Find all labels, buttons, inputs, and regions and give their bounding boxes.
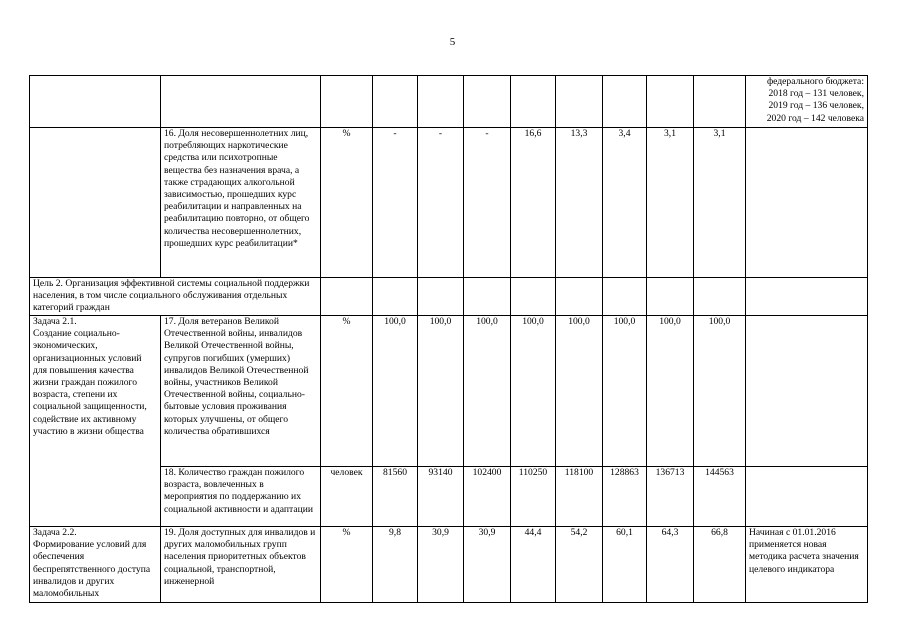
- unit-cell: человек: [321, 467, 373, 527]
- value-cell: [418, 76, 464, 128]
- value-cell: -: [464, 128, 511, 278]
- unit-cell: %: [321, 128, 373, 278]
- value-cell: [694, 76, 746, 128]
- value-cell: [511, 76, 556, 128]
- value-cell: 100,0: [694, 316, 746, 467]
- value-cell: 3,1: [647, 128, 694, 278]
- indicator-cell: 16. Доля несовершеннолетних лиц, потребляющих наркотические средства или психотропные вещества без назначения врача, а также страдающих алкогольной зависимостью, прошедших курс реабилитации и направленных на реабилитацию повторно, от общего количества несовершеннолетних, прошедших курс реабилитации*: [161, 128, 321, 278]
- note-cell: [746, 316, 868, 467]
- value-cell: 13,3: [556, 128, 603, 278]
- value-cell: 102400: [464, 467, 511, 527]
- table-row: [30, 128, 868, 278]
- value-cell: 128863: [603, 467, 647, 527]
- value-cell: [373, 76, 418, 128]
- table-row: [30, 76, 868, 128]
- value-cell: 54,2: [556, 527, 603, 603]
- note-cell: [746, 128, 868, 278]
- value-cell: 30,9: [418, 527, 464, 603]
- value-cell: [647, 76, 694, 128]
- indicator-cell: 18. Количество граждан пожилого возраста, вовлеченных в мероприятия по поддержанию их социальной активности и адаптации: [161, 467, 321, 527]
- value-cell: 136713: [647, 467, 694, 527]
- value-cell: 100,0: [556, 316, 603, 467]
- value-cell: 100,0: [373, 316, 418, 467]
- value-cell: [556, 76, 603, 128]
- table-row: [30, 278, 868, 316]
- goal-cell: Цель 2. Организация эффективной системы социальной поддержки населения, в том числе социального обслуживания отдельных категорий граждан: [30, 278, 321, 316]
- note-cell: [746, 467, 868, 527]
- table-row: [30, 527, 868, 603]
- indicator-cell: 19. Доля доступных для инвалидов и других маломобильных групп населения приоритетных объектов социальной, транспортной, инженерной: [161, 527, 321, 603]
- task-cell: [30, 76, 161, 128]
- value-cell: 100,0: [464, 316, 511, 467]
- value-cell: 64,3: [647, 527, 694, 603]
- value-cell: [603, 76, 647, 128]
- value-cell: [464, 76, 511, 128]
- task-cell: Задача 2.2. Формирование условий для обеспечения беспрепятственного доступа инвалидов и других маломобильных: [30, 527, 161, 603]
- unit-cell: %: [321, 316, 373, 467]
- page-number: 5: [449, 36, 456, 48]
- value-cell: 44,4: [511, 527, 556, 603]
- value-cell: 3,1: [694, 128, 746, 278]
- note-cell: Начиная с 01.01.2016 применяется новая методика расчета значения целевого индикатора: [746, 527, 868, 603]
- value-cell: -: [418, 128, 464, 278]
- value-cell: 93140: [418, 467, 464, 527]
- task-cell: Задача 2.1. Создание социально-экономических, организационных условий для повышения качества жизни граждан пожилого возраста, степени их социальной защищенности, содействие их активному участию в жизни общества: [30, 316, 161, 527]
- value-cell: 100,0: [418, 316, 464, 467]
- indicator-cell: [161, 76, 321, 128]
- note-cell: федерального бюджета: 2018 год – 131 человек, 2019 год – 136 человек, 2020 год – 142 человека: [746, 76, 868, 128]
- unit-cell: %: [321, 527, 373, 603]
- value-cell: 3,4: [603, 128, 647, 278]
- indicators-table: [29, 75, 868, 603]
- table-row: [30, 316, 868, 467]
- value-cell: 9,8: [373, 527, 418, 603]
- value-cell: 100,0: [647, 316, 694, 467]
- indicator-cell: 17. Доля ветеранов Великой Отечественной войны, инвалидов Великой Отечественной войны, супругов погибших (умерших) инвалидов Великой Отечественной войны, участников Великой Отечественной войны, социально-бытовые условия проживания которых улучшены, от общего количества обратившихся: [161, 316, 321, 467]
- value-cell: 66,8: [694, 527, 746, 603]
- value-cell: 144563: [694, 467, 746, 527]
- task-cell: [30, 128, 161, 278]
- value-cell: 100,0: [511, 316, 556, 467]
- value-cell: 30,9: [464, 527, 511, 603]
- value-cell: 118100: [556, 467, 603, 527]
- value-cell: 16,6: [511, 128, 556, 278]
- value-cell: 81560: [373, 467, 418, 527]
- value-cell: -: [373, 128, 418, 278]
- value-cell: 100,0: [603, 316, 647, 467]
- value-cell: 60,1: [603, 527, 647, 603]
- value-cell: 110250: [511, 467, 556, 527]
- unit-cell: [321, 76, 373, 128]
